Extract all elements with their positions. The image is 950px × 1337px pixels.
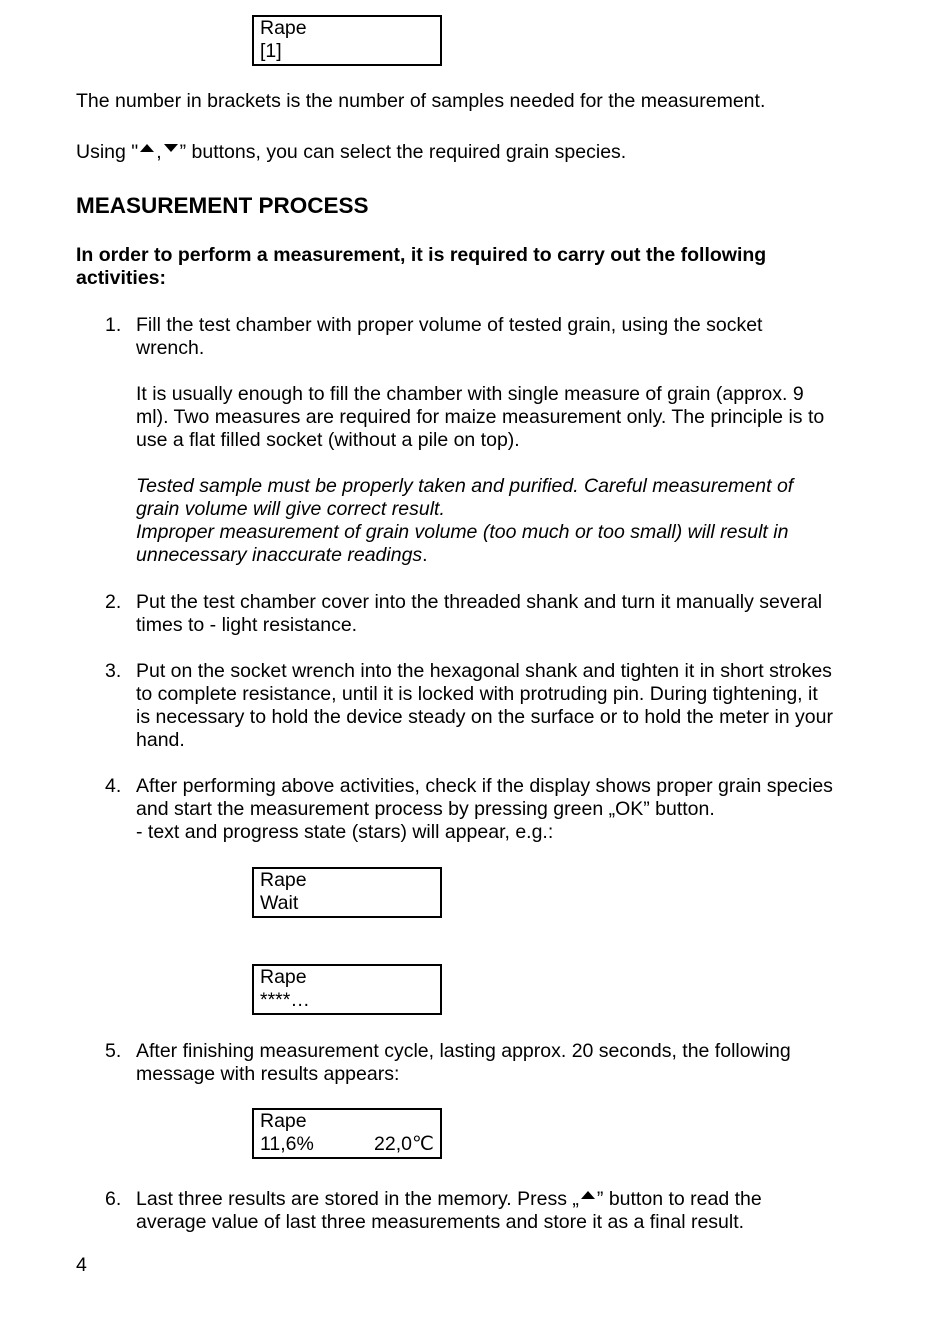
display-box-wait bbox=[252, 867, 442, 918]
display-temperature: 22,0℃ bbox=[374, 1133, 434, 1155]
step-3-text: Put on the socket wrench into the hexagonal shank and tighten it in short strokes to complete resistance, until it is locked with protruding pin. During tightening, it is necessary to hold the device steady on the surface or to hold the meter in your hand. bbox=[136, 660, 833, 751]
display-line-1: Rape bbox=[260, 17, 307, 39]
step-number: 5. bbox=[105, 1040, 122, 1062]
display-box-species bbox=[252, 15, 442, 66]
step-1-warning: Tested sample must be properly taken and purified. Careful measurement of grain volume will give correct result. Improper measurement of grain volume (too much or too small) will result in unnecessary inaccurate readings. bbox=[136, 475, 794, 566]
step-number: 2. bbox=[105, 591, 122, 613]
page-number: 4 bbox=[76, 1254, 87, 1276]
display-box-progress bbox=[252, 964, 442, 1015]
using-buttons-text: Using " , ” buttons, you can select the required grain species. bbox=[76, 141, 627, 163]
arrow-up-icon bbox=[581, 1191, 595, 1199]
step-5-text: After finishing measurement cycle, lasting approx. 20 seconds, the following message with results appears: bbox=[136, 1040, 791, 1085]
step-2-text: Put the test chamber cover into the threaded shank and turn it manually several times to - light resistance. bbox=[136, 591, 823, 636]
display-box-result bbox=[252, 1108, 442, 1159]
step-4-text: After performing above activities, check if the display shows proper grain species and start the measurement process by pressing green „OK” button. - text and progress state (stars) will appear, e.g.: bbox=[136, 775, 833, 843]
display-line-1: Rape bbox=[260, 869, 307, 891]
arrow-down-icon bbox=[164, 144, 178, 152]
display-progress-stars: ****… bbox=[260, 989, 310, 1011]
section-lead: In order to perform a measurement, it is required to carry out the following activities: bbox=[76, 244, 767, 289]
display-line-2: Wait bbox=[260, 892, 299, 914]
section-title: MEASUREMENT PROCESS bbox=[76, 193, 369, 218]
display-line-2: [1] bbox=[260, 40, 282, 62]
step-6-text: Last three results are stored in the memory. Press „ ” button to read the average value of last three measurements and store it as a final result. bbox=[136, 1188, 762, 1233]
display-line-1: Rape bbox=[260, 1110, 307, 1132]
step-1-text: Fill the test chamber with proper volume of tested grain, using the socket wrench. bbox=[136, 314, 763, 359]
step-1-note: It is usually enough to fill the chamber with single measure of grain (approx. 9 ml). Two measures are required for maize measurement only. The principle is to use a flat filled socket (without a pile on top). bbox=[136, 383, 825, 451]
brackets-note: The number in brackets is the number of samples needed for the measurement. bbox=[76, 90, 766, 112]
arrow-up-icon bbox=[140, 144, 154, 152]
step-number: 1. bbox=[105, 314, 122, 336]
step-number: 6. bbox=[105, 1188, 122, 1210]
step-number: 3. bbox=[105, 660, 122, 682]
display-moisture: 11,6% bbox=[260, 1133, 314, 1155]
display-line-1: Rape bbox=[260, 966, 307, 988]
step-number: 4. bbox=[105, 775, 122, 797]
